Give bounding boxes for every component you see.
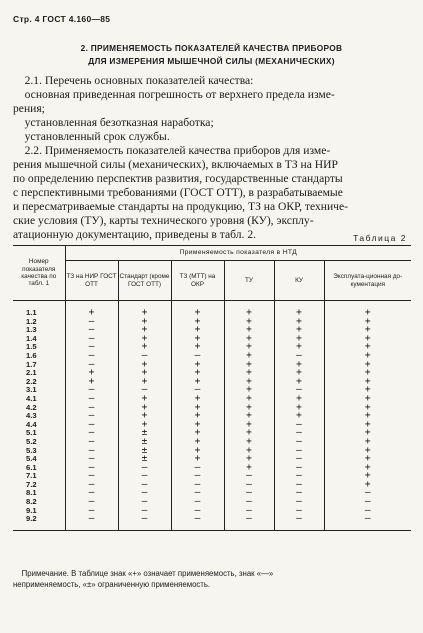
table-row [13,464,411,473]
applicability-cell: + [274,335,324,344]
row-number: 7.1 [26,471,37,481]
section-title-line1: 2. ПРИМЕНЯЕМОСТЬ ПОКАЗАТЕЛЕЙ КАЧЕСТВА ПРИБОРОВ [80,43,343,53]
applicability-cell: — [274,498,324,507]
applicability-cell: — [65,447,118,456]
applicability-cell: ± [118,429,171,438]
applicability-cell: + [118,326,171,335]
table-row [13,361,411,370]
applicability-cell: + [224,386,274,395]
applicability-table [13,245,411,531]
applicability-cell: + [224,343,274,352]
applicability-cell: + [324,343,411,352]
applicability-cell: + [171,343,224,352]
applicability-cell: — [224,489,274,498]
applicability-cell: + [324,421,411,430]
applicability-cell: + [324,335,411,344]
applicability-cell: + [171,412,224,421]
column-header-operational-docs: Эксплуата-ционная до-кументация [324,261,411,301]
applicability-cell: + [224,404,274,413]
paragraph-2-1-line4: установленная безотказная наработка; [13,116,214,129]
table-row [13,447,411,456]
applicability-cell: + [274,318,324,327]
applicability-cell: — [65,515,118,530]
applicability-cell: + [224,369,274,378]
applicability-cell: — [118,507,171,516]
note-line1: Примечание. В таблице знак «+» означает применяемость, знак «—» [13,569,274,578]
applicability-cell: + [324,472,411,481]
applicability-cell: ± [118,438,171,447]
applicability-cell: — [324,515,411,530]
applicability-cell: — [118,515,171,530]
section-title-line2: ДЛЯ ИЗМЕРЕНИЯ МЫШЕЧНОЙ СИЛЫ (МЕХАНИЧЕСКИХ) [88,56,335,66]
applicability-cell: — [65,472,118,481]
applicability-cell: — [65,343,118,352]
table-row [13,455,411,464]
applicability-cell: + [171,369,224,378]
applicability-cell: + [171,438,224,447]
table-row [13,318,411,327]
applicability-cell: — [171,507,224,516]
applicability-cell: + [118,369,171,378]
column-header-ku: КУ [274,261,324,301]
applicability-cell: + [324,301,411,318]
applicability-cell: — [65,404,118,413]
table-row [13,343,411,352]
row-number: 7.2 [26,479,37,489]
applicability-cell: + [118,395,171,404]
row-number: 4.3 [26,411,37,421]
applicability-cell: — [274,429,324,438]
applicability-cell: + [274,301,324,318]
column-header-tu: ТУ [224,261,274,301]
applicability-cell: — [118,472,171,481]
row-number: 8.2 [26,497,37,507]
applicability-cell: + [324,318,411,327]
applicability-cell: — [274,489,324,498]
applicability-cell: + [171,429,224,438]
column-header-tz-nir: ТЗ на НИР ГОСТ ОТТ [65,261,118,301]
applicability-cell: — [118,498,171,507]
applicability-cell: — [65,412,118,421]
table-row [13,301,411,318]
paragraph-2-2-line4: с перспективными требованиями (ГОСТ ОТТ), в разрабатываемые [13,186,343,199]
applicability-cell: — [224,481,274,490]
applicability-cell: — [274,455,324,464]
applicability-cell: + [324,361,411,370]
applicability-cell: + [324,447,411,456]
applicability-cell: — [274,507,324,516]
applicability-cell: + [324,455,411,464]
applicability-cell: + [171,455,224,464]
row-number: 2.2 [26,376,37,386]
applicability-cell: + [171,335,224,344]
row-number: 4.1 [26,393,37,403]
paragraph-2-2-line5: и пересматриваемые стандарты на продукцию, ТЗ на ОКР, техниче- [13,200,349,213]
applicability-cell: — [274,438,324,447]
applicability-cell: + [324,395,411,404]
applicability-cell: + [224,455,274,464]
paragraph-2-2-line3: по определению перспектив развития, государственные стандарты [13,172,343,185]
applicability-cell: + [324,438,411,447]
table-row [13,412,411,421]
applicability-cell: — [65,395,118,404]
row-number: 1.5 [26,342,37,352]
applicability-cell: + [274,412,324,421]
table-body [13,301,411,531]
applicability-cell: — [65,464,118,473]
table-row [13,386,411,395]
applicability-cell: — [324,507,411,516]
row-number: 5.2 [26,436,37,446]
applicability-cell: + [118,301,171,318]
row-number: 1.6 [26,350,37,360]
applicability-cell: — [274,447,324,456]
applicability-cell: ± [118,455,171,464]
applicability-cell: — [171,464,224,473]
applicability-cell: + [324,378,411,387]
applicability-cell: + [171,326,224,335]
paragraph-2-2-line1: 2.2. Применяемость показателей качества приборов для изме- [13,144,331,157]
applicability-cell: + [324,429,411,438]
applicability-cell: + [324,404,411,413]
row-number: 1.1 [26,308,37,317]
paragraph-2-1-line3: рения; [13,102,45,115]
row-number: 8.1 [26,488,37,498]
row-number: 4.4 [26,419,37,429]
table-note [13,568,411,590]
table-row [13,352,411,361]
applicability-cell: + [224,361,274,370]
table-row [13,404,411,413]
applicability-cell: — [274,464,324,473]
applicability-cell: + [118,404,171,413]
applicability-cell: + [224,438,274,447]
applicability-cell: — [65,429,118,438]
paragraph-2-1-line1: 2.1. Перечень основных показателей качества: [13,74,254,87]
applicability-cell: + [171,395,224,404]
table-row [13,489,411,498]
applicability-cell: + [224,429,274,438]
applicability-cell: — [118,464,171,473]
applicability-cell: — [118,352,171,361]
applicability-cell: + [324,386,411,395]
row-number: 9.2 [26,514,37,524]
applicability-cell: — [224,498,274,507]
applicability-cell: + [274,361,324,370]
row-number: 1.4 [26,333,37,343]
applicability-cell: + [224,378,274,387]
applicability-cell: — [224,472,274,481]
applicability-cell: — [65,421,118,430]
applicability-cell: + [224,412,274,421]
column-header-standard: Стандарт (кроме ГОСТ ОТТ) [118,261,171,301]
row-number: 1.2 [26,316,37,326]
row-number: 1.3 [26,325,37,335]
row-number: 9.1 [26,505,37,515]
applicability-cell: — [274,352,324,361]
applicability-cell: + [171,447,224,456]
applicability-cell: + [171,301,224,318]
applicability-cell: + [118,318,171,327]
column-header-tz-okr: ТЗ (МТТ) на ОКР [171,261,224,301]
paragraph-2-2-line7: атационную документацию, приведены в табл. 2. [13,228,257,241]
applicability-cell: — [171,498,224,507]
applicability-cell: + [224,421,274,430]
applicability-cell: + [224,301,274,318]
applicability-cell: — [274,421,324,430]
applicability-cell: — [171,481,224,490]
applicability-cell: + [118,361,171,370]
applicability-cell: — [274,386,324,395]
applicability-cell: + [274,404,324,413]
applicability-cell: — [65,489,118,498]
applicability-cell: + [274,343,324,352]
table-row [13,472,411,481]
applicability-cell: — [65,318,118,327]
table-row [13,438,411,447]
page-header: Стр. 4 ГОСТ 4.160—85 [13,14,111,24]
applicability-cell: — [274,515,324,530]
table-row [13,498,411,507]
column-header-indicator-number: Номер показателя качества по табл. 1 [13,246,65,301]
paragraph-2-1-line2: основная приведенная погрешность от верхнего предела изме- [13,88,335,101]
row-number: 2.1 [26,368,37,378]
applicability-cell: — [224,515,274,530]
table-row [13,481,411,490]
applicability-cell: — [65,352,118,361]
table-row [13,515,411,530]
table-row [13,421,411,430]
applicability-cell: — [65,438,118,447]
applicability-cell: — [118,386,171,395]
applicability-cell: — [65,455,118,464]
row-number: 4.2 [26,402,37,412]
note-line2: неприменяемость, «±» ограниченную применяемость. [13,580,211,589]
applicability-cell: + [324,481,411,490]
applicability-cell: + [171,404,224,413]
applicability-cell: + [324,464,411,473]
applicability-cell: — [274,472,324,481]
applicability-cell: — [171,515,224,530]
table-row [13,369,411,378]
applicability-cell: + [274,395,324,404]
applicability-cell: + [118,421,171,430]
applicability-cell: + [171,361,224,370]
applicability-cell: + [171,318,224,327]
applicability-cell: — [171,489,224,498]
paragraph-2-2-line2: рения мышечной силы (механических), включаемых в ТЗ на НИР [13,158,339,171]
applicability-cell: — [324,489,411,498]
table-row [13,335,411,344]
table-row [13,326,411,335]
applicability-cell: — [65,481,118,490]
applicability-cell: — [65,498,118,507]
applicability-cell: + [171,378,224,387]
applicability-cell: — [171,386,224,395]
applicability-cell: + [65,369,118,378]
applicability-cell: + [224,318,274,327]
applicability-cell: + [224,464,274,473]
applicability-cell: + [324,352,411,361]
applicability-cell: — [118,489,171,498]
applicability-cell: + [65,378,118,387]
column-group-header: Применяемость показателя в НТД [65,246,411,261]
applicability-cell: — [224,507,274,516]
paragraph-2-1-line5: установленный срок службы. [13,130,170,143]
row-number: 6.1 [26,462,37,472]
applicability-cell: + [224,326,274,335]
row-number: 3.1 [26,385,37,395]
applicability-cell: + [324,412,411,421]
applicability-cell: + [118,412,171,421]
applicability-cell: + [118,335,171,344]
applicability-cell: + [118,343,171,352]
paragraph-2-2-line6: ские условия (ТУ), карты технического уровня (КУ), эксплу- [13,214,314,227]
applicability-cell: — [65,507,118,516]
applicability-cell: ± [118,447,171,456]
applicability-cell: — [65,326,118,335]
applicability-cell: + [324,369,411,378]
table-row [13,429,411,438]
applicability-cell: + [324,326,411,335]
applicability-cell: + [274,369,324,378]
table-row [13,507,411,516]
applicability-cell: + [224,352,274,361]
applicability-cell: — [274,481,324,490]
applicability-cell: — [65,386,118,395]
row-number: 5.1 [26,428,37,438]
applicability-cell: — [171,472,224,481]
applicability-cell: — [118,481,171,490]
applicability-cell: + [224,447,274,456]
applicability-cell: + [274,326,324,335]
applicability-cell: + [224,335,274,344]
applicability-cell: — [324,498,411,507]
applicability-cell: + [65,301,118,318]
row-number: 5.3 [26,445,37,455]
applicability-cell: — [65,335,118,344]
applicability-cell: + [118,378,171,387]
table-row [13,378,411,387]
table-label: Таблица 2 [353,233,407,243]
applicability-cell: + [224,395,274,404]
applicability-cell: + [171,421,224,430]
row-number: 5.4 [26,454,37,464]
applicability-cell: — [171,352,224,361]
applicability-cell: + [274,378,324,387]
applicability-cell: — [65,361,118,370]
table-row [13,395,411,404]
row-number: 1.7 [26,359,37,369]
